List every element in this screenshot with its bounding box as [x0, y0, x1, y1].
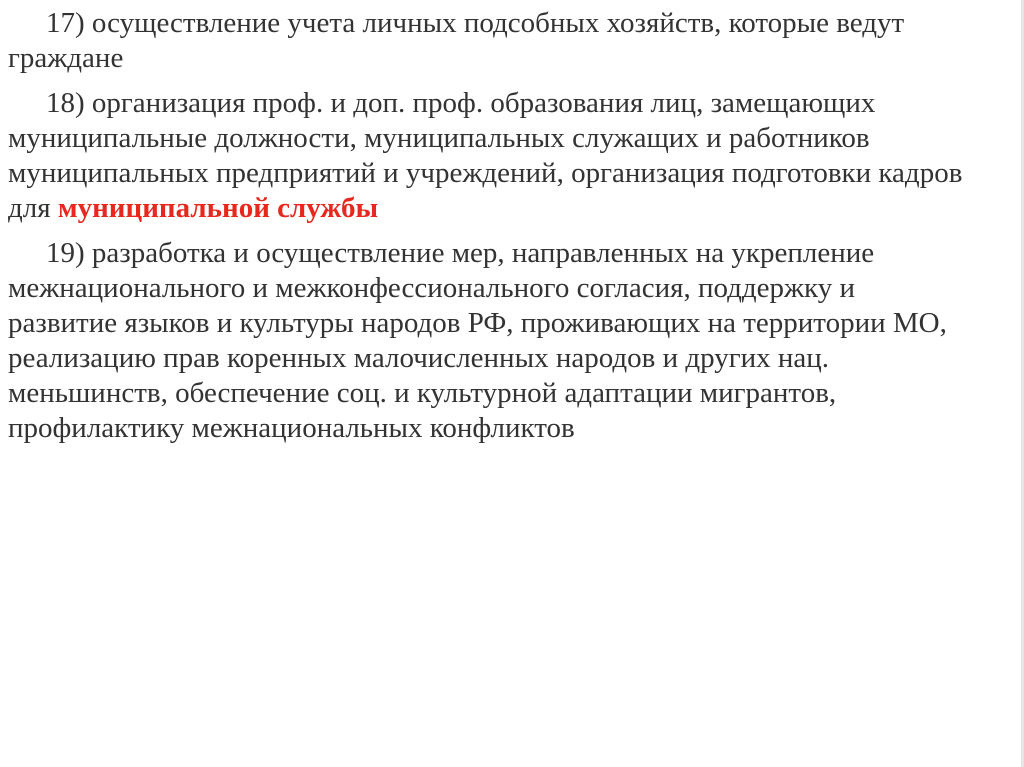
paragraph-18-highlight: муниципальной службы: [57, 192, 379, 224]
paragraph-17-text: 17) осуществление учета личных подсобных хозяйств, которые ведут граждане: [8, 7, 905, 74]
slide-content: [8, 6, 968, 456]
paragraph-19-text: 19) разработка и осуществление мер, направленных на укрепление межнационального и межконфессионального согласия, поддержку и развитие языков и культуры народов РФ, проживающих на территории МО, реализацию прав коренных малочисленных народов и других нац. меньшинств, обеспечение соц. и культурной адаптации мигрантов, профилактику межнациональных конфликтов: [8, 237, 947, 444]
paragraph-18-text: 18) организация проф. и доп. проф. образования лиц, замещающих муниципальные должности, муниципальных служащих и работников муниципальных предприятий и учреждений, организация подготовки кадров для: [8, 87, 963, 224]
paragraph-item-19: [8, 236, 968, 446]
paragraph-item-18: [8, 86, 968, 226]
paragraph-item-17: [8, 6, 968, 76]
